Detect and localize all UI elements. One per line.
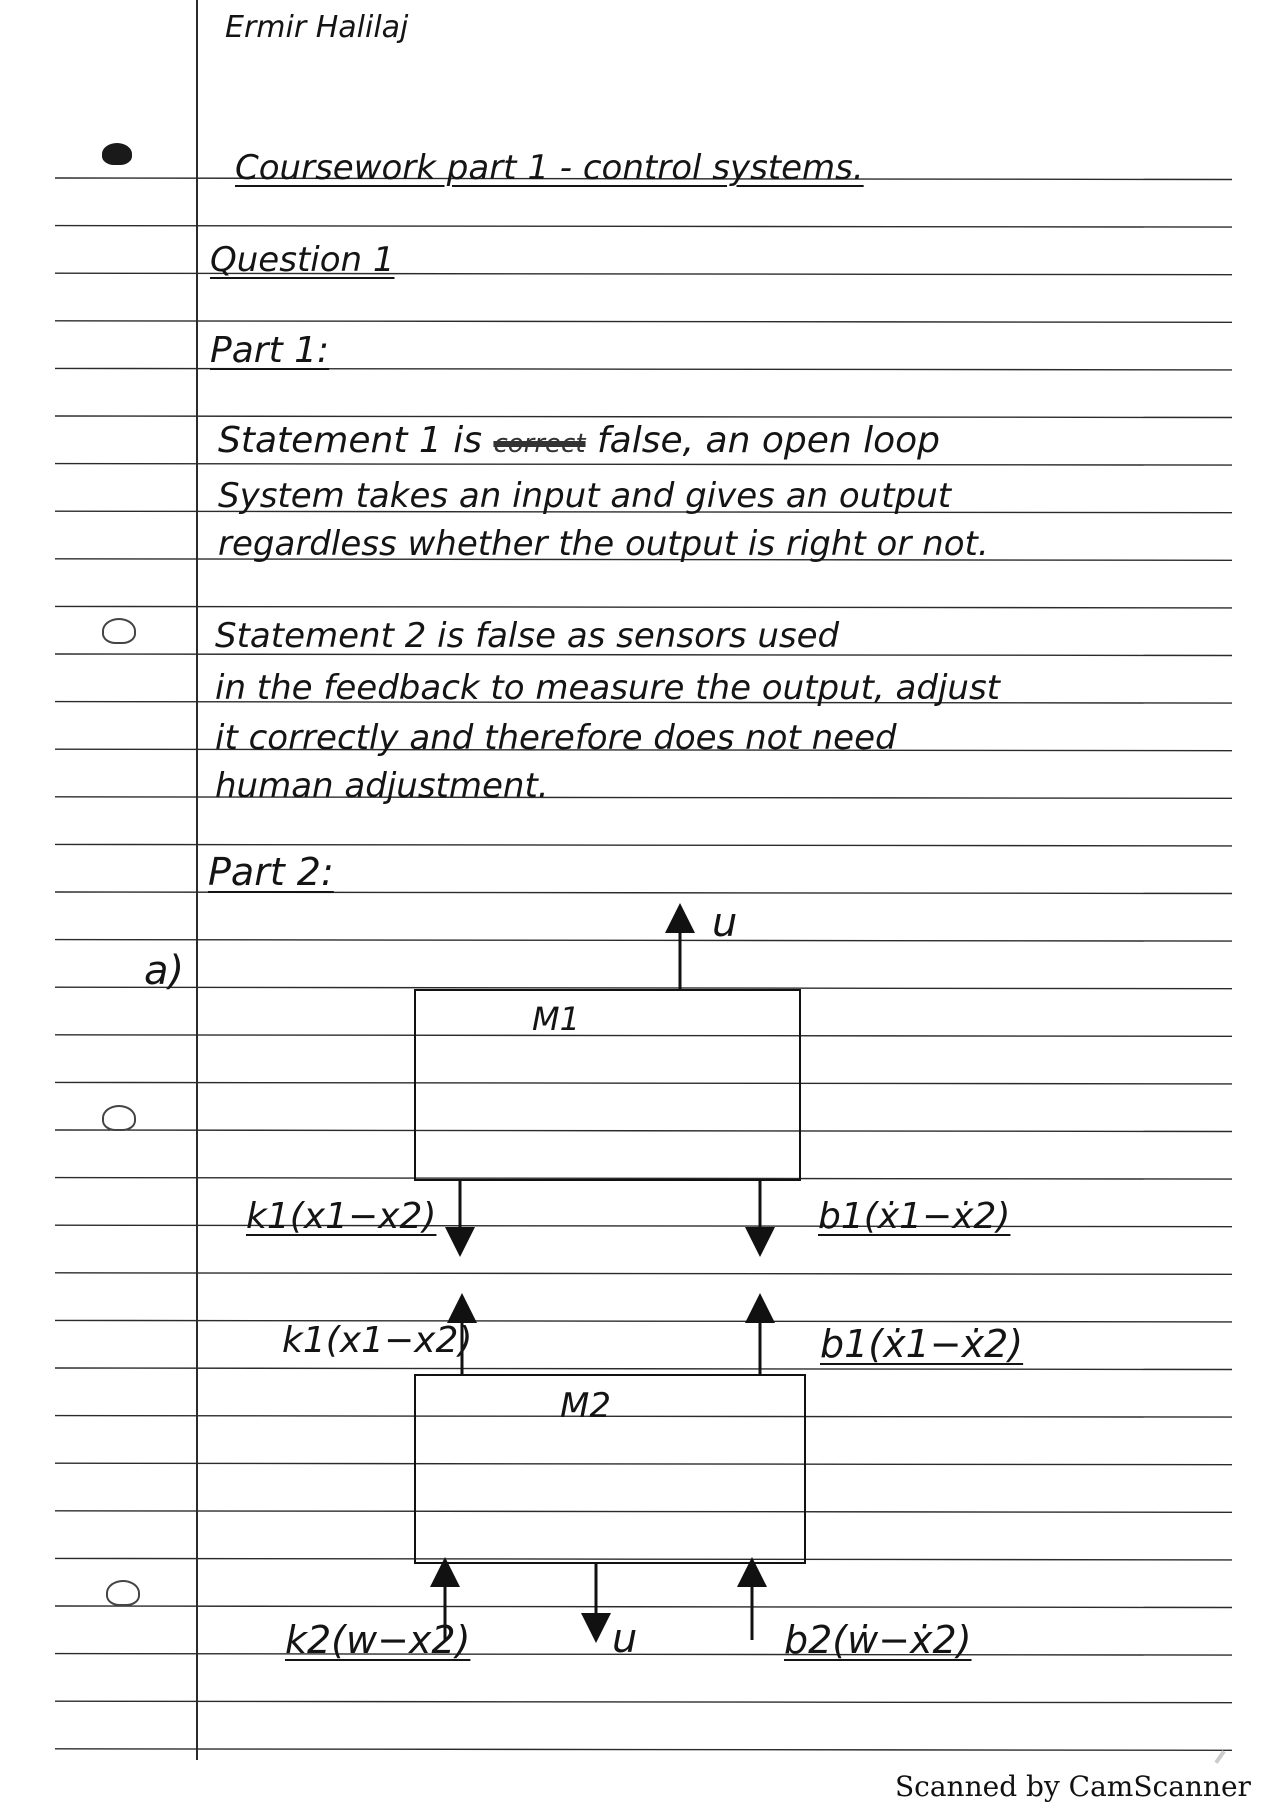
statement2-line4: human adjustment. [215, 766, 549, 806]
label-u-top: u [712, 900, 738, 946]
label-spring-force-m1: k1(x1−x2) [246, 1196, 437, 1237]
question-heading: Question 1 [210, 240, 395, 280]
statement1-continued: false, an open loop [596, 420, 941, 461]
author-name: Ermir Halilaj [225, 10, 409, 45]
statement1-line2: System takes an input and gives an output [218, 476, 952, 516]
statement2-line3: it correctly and therefore does not need [215, 718, 897, 758]
label-spring-force-m2: k1(x1−x2) [282, 1320, 473, 1361]
statement1-start: Statement 1 is [218, 420, 482, 461]
label-ground-spring: k2(w−x2) [285, 1618, 471, 1662]
part2-heading: Part 2: [208, 850, 334, 894]
label-damper-force-m1: b1(ẋ1−ẋ2) [818, 1196, 1011, 1237]
scanner-watermark: Scanned by CamScanner [895, 1770, 1251, 1803]
statement2-line2: in the feedback to measure the output, adjust [215, 668, 1001, 708]
label-ground-damper: b2(ẇ−ẋ2) [784, 1618, 972, 1662]
crossed-out-word: correct [493, 429, 586, 459]
statement1-line3: regardless whether the output is right or not. [218, 524, 989, 564]
label-u-bottom: u [612, 1616, 638, 1662]
page-title: Coursework part 1 - control systems. [235, 148, 864, 188]
label-mass-m1: M1 [532, 1000, 580, 1038]
statement2-line1: Statement 2 is false as sensors used [215, 616, 840, 656]
label-mass-m2: M2 [560, 1386, 611, 1426]
item-label-a: a) [144, 948, 185, 994]
label-damper-force-m2: b1(ẋ1−ẋ2) [820, 1322, 1024, 1366]
part1-heading: Part 1: [210, 330, 330, 371]
mass-m1-block [415, 990, 800, 1180]
